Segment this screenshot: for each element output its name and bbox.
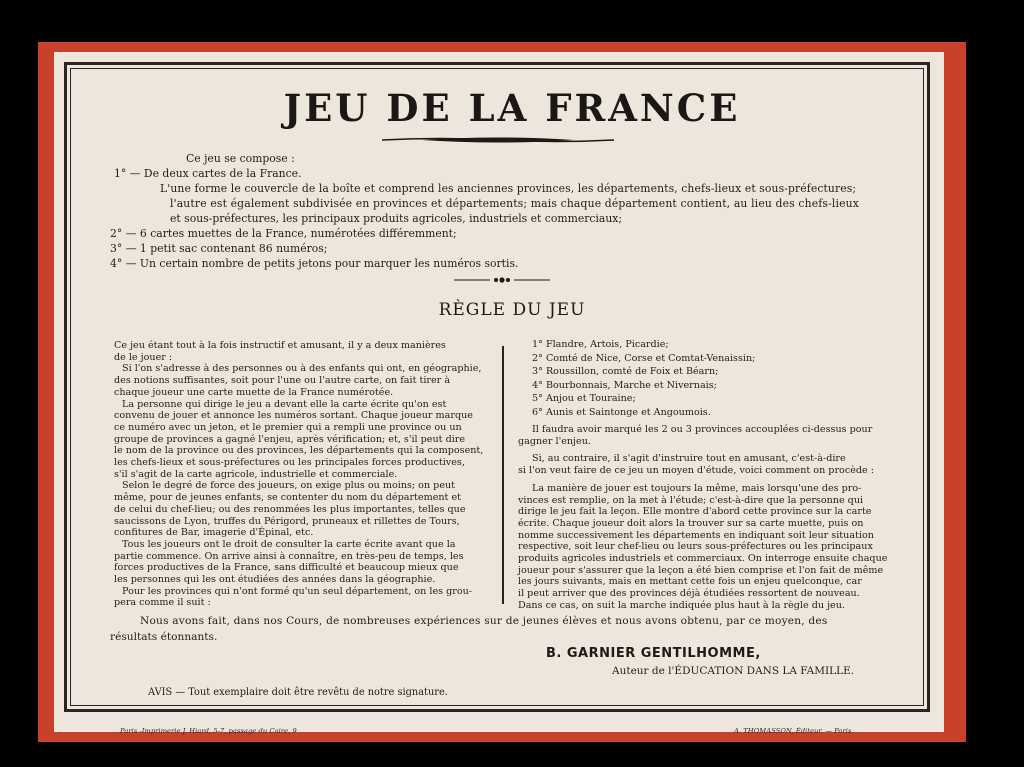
paragraph-line: Si, au contraire, il s'agit d'instruire tout en amusant, c'est-à-dire bbox=[532, 453, 846, 465]
paragraph-line: de le jouer : bbox=[114, 351, 173, 363]
paragraph-line: même, pour de jeunes enfants, se contenter du nom du département et bbox=[114, 492, 461, 504]
province-group: 1° Flandre, Artois, Picardie; bbox=[532, 339, 669, 350]
composition-item: 4° — Un certain nombre de petits jetons pour marquer les numéros sortis. bbox=[110, 257, 519, 270]
rules-title: RÈGLE DU JEU bbox=[438, 300, 586, 320]
paragraph-line: respective, soit leur chef-lieu ou leurs sous-préfectures ou les principaux bbox=[518, 541, 873, 553]
province-group: 4° Bourbonnais, Marche et Nivernais; bbox=[532, 379, 717, 391]
composition-item: 2° — 6 cartes muettes de la France, numérotées différemment; bbox=[110, 227, 457, 240]
paragraph-line: ce numéro avec un jeton, et le premier qui a rempli une province ou un bbox=[114, 421, 462, 433]
province-group: 2° Comté de Nice, Corse et Comtat-Venaissin; bbox=[532, 352, 756, 364]
composition-item: L'une forme le couvercle de la boîte et comprend les anciennes provinces, les départements, chefs-lieux et sous-préfectures; bbox=[160, 182, 857, 195]
printer-imprint: Paris.-Imprimerie J. Hiard, 5-7, passage du Caire, 9 bbox=[120, 727, 297, 735]
left-column-text bbox=[114, 340, 483, 609]
paragraph-line: Si l'on s'adresse à des personnes ou à des enfants qui ont, en géographie, bbox=[122, 363, 482, 375]
paragraph-line: s'il s'agit de la carte agricole, industrielle et commerciale. bbox=[114, 468, 398, 480]
composition-item: et sous-préfectures, les principaux produits agricoles, industriels et commerciaux; bbox=[170, 212, 622, 225]
paragraph-line: de celui du chef-lieu; ou des renommées les plus importantes, telles que bbox=[114, 503, 466, 515]
paragraph-line: partie commence. On arrive ainsi à connaître, en très-peu de temps, les bbox=[114, 550, 464, 562]
paragraph-line: Selon le degré de force des joueurs, on exige plus ou moins; on peut bbox=[122, 480, 456, 492]
paragraph-line: les chefs-lieux et sous-préfectures ou les principales forces productives, bbox=[114, 457, 465, 469]
paragraph-line: Il faudra avoir marqué les 2 ou 3 provinces accouplées ci-dessus pour bbox=[532, 424, 873, 435]
paragraph-line: confitures de Bar, imagerie d'Épinal, etc. bbox=[114, 527, 314, 539]
paragraph-line: La manière de jouer est toujours la même, mais lorsqu'une des pro- bbox=[532, 482, 862, 494]
column-divider bbox=[502, 346, 504, 604]
author-signature: B. GARNIER GENTILHOMME, bbox=[546, 646, 761, 661]
paragraph-line: dirige le jeu fait la leçon. Elle montre d'abord cette province sur la carte bbox=[518, 506, 872, 518]
paragraph-line: si l'on veut faire de ce jeu un moyen d'étude, voici comment on procède : bbox=[518, 465, 874, 477]
paragraph-line: les jours suivants, mais en mettant cette fois un enjeu quelconque, car bbox=[518, 576, 862, 588]
province-group: 3° Roussillon, comté de Foix et Béarn; bbox=[532, 366, 719, 378]
section-ornament bbox=[454, 276, 550, 284]
paragraph-line: forces productives de la France, sans difficulté et beaucoup mieux que bbox=[114, 562, 459, 574]
province-group: 5° Anjou et Touraine; bbox=[532, 393, 636, 405]
paragraph-line: des notions suffisantes, soit pour l'une ou l'autre carte, on fait tirer à bbox=[114, 375, 451, 387]
right-column-text bbox=[518, 424, 887, 612]
paragraph-line: Ce jeu étant tout à la fois instructif et amusant, il y a deux manières bbox=[114, 340, 446, 351]
paragraph-line: La personne qui dirige le jeu a devant elle la carte écrite qu'on est bbox=[122, 398, 447, 410]
conclusion-line: résultats étonnants. bbox=[110, 631, 218, 643]
paragraph-line: Pour les provinces qui n'ont formé qu'un seul département, on les grou- bbox=[122, 585, 473, 597]
paragraph-line: Dans ce cas, on suit la marche indiquée plus haut à la règle du jeu. bbox=[518, 599, 845, 611]
paragraph-line: il peut arriver que des provinces déjà étudiées ressortent de nouveau. bbox=[518, 588, 860, 600]
conclusion-line: Nous avons fait, dans nos Cours, de nombreuses expériences sur de jeunes élèves et nous avons obtenu, par ce moyen, des bbox=[140, 615, 828, 627]
composition-intro: Ce jeu se compose : bbox=[186, 152, 295, 165]
document-title: JEU DE LA FRANCE bbox=[283, 86, 741, 130]
paragraph-line: saucissons de Lyon, truffes du Périgord, pruneaux et rillettes de Tours, bbox=[114, 515, 460, 527]
publisher-imprint: A. THOMASSON, Éditeur. — Paris. bbox=[734, 727, 854, 735]
paragraph-line: le nom de la province ou des provinces, les départements qui la composent, bbox=[114, 445, 484, 457]
composition-item: 1° — De deux cartes de la France. bbox=[114, 167, 302, 180]
paragraph-line: joueur pour s'assurer que la leçon a été bien comprise et l'on fait de même bbox=[518, 564, 884, 576]
author-credit: Auteur de l'ÉDUCATION DANS LA FAMILLE. bbox=[612, 665, 855, 677]
title-divider-ornament bbox=[382, 136, 614, 144]
paragraph-line: les personnes qui les ont étudiées des années dans la géographie. bbox=[114, 574, 436, 586]
paragraph-line: produits agricoles industriels et commerciaux. On interroge ensuite chaque bbox=[518, 553, 888, 565]
province-group: 6° Aunis et Saintonge et Angoumois. bbox=[532, 406, 711, 418]
paragraph-line: groupe de provinces a gagné l'enjeu, après vérification; et, s'il peut dire bbox=[114, 433, 466, 445]
paragraph-line: écrite. Chaque joueur doit alors la trouver sur sa carte muette, puis on bbox=[518, 517, 864, 529]
paragraph-line: Tous les joueurs ont le droit de consulter la carte écrite avant que la bbox=[122, 538, 456, 550]
composition-item: l'autre est également subdivisée en provinces et départements; mais chaque département contient, au lieu des chefs-lieux bbox=[170, 197, 859, 210]
paragraph-line: convenu de jouer et annonce les numéros sortant. Chaque joueur marque bbox=[114, 410, 473, 422]
notice-text: AVIS — Tout exemplaire doit être revêtu de notre signature. bbox=[148, 687, 448, 698]
composition-item: 3° — 1 petit sac contenant 86 numéros; bbox=[110, 242, 328, 255]
province-list bbox=[532, 338, 755, 420]
paragraph-line: gagner l'enjeu. bbox=[518, 435, 591, 447]
paragraph-line: pera comme il suit : bbox=[114, 597, 211, 609]
paragraph-line: nomme successivement les départements en indiquant soit leur situation bbox=[518, 529, 874, 541]
paragraph-line: chaque joueur une carte muette de la France numérotée. bbox=[114, 386, 394, 398]
paragraph-line: vinces est remplie, on la met à l'étude; c'est-à-dire que la personne qui bbox=[518, 494, 864, 506]
